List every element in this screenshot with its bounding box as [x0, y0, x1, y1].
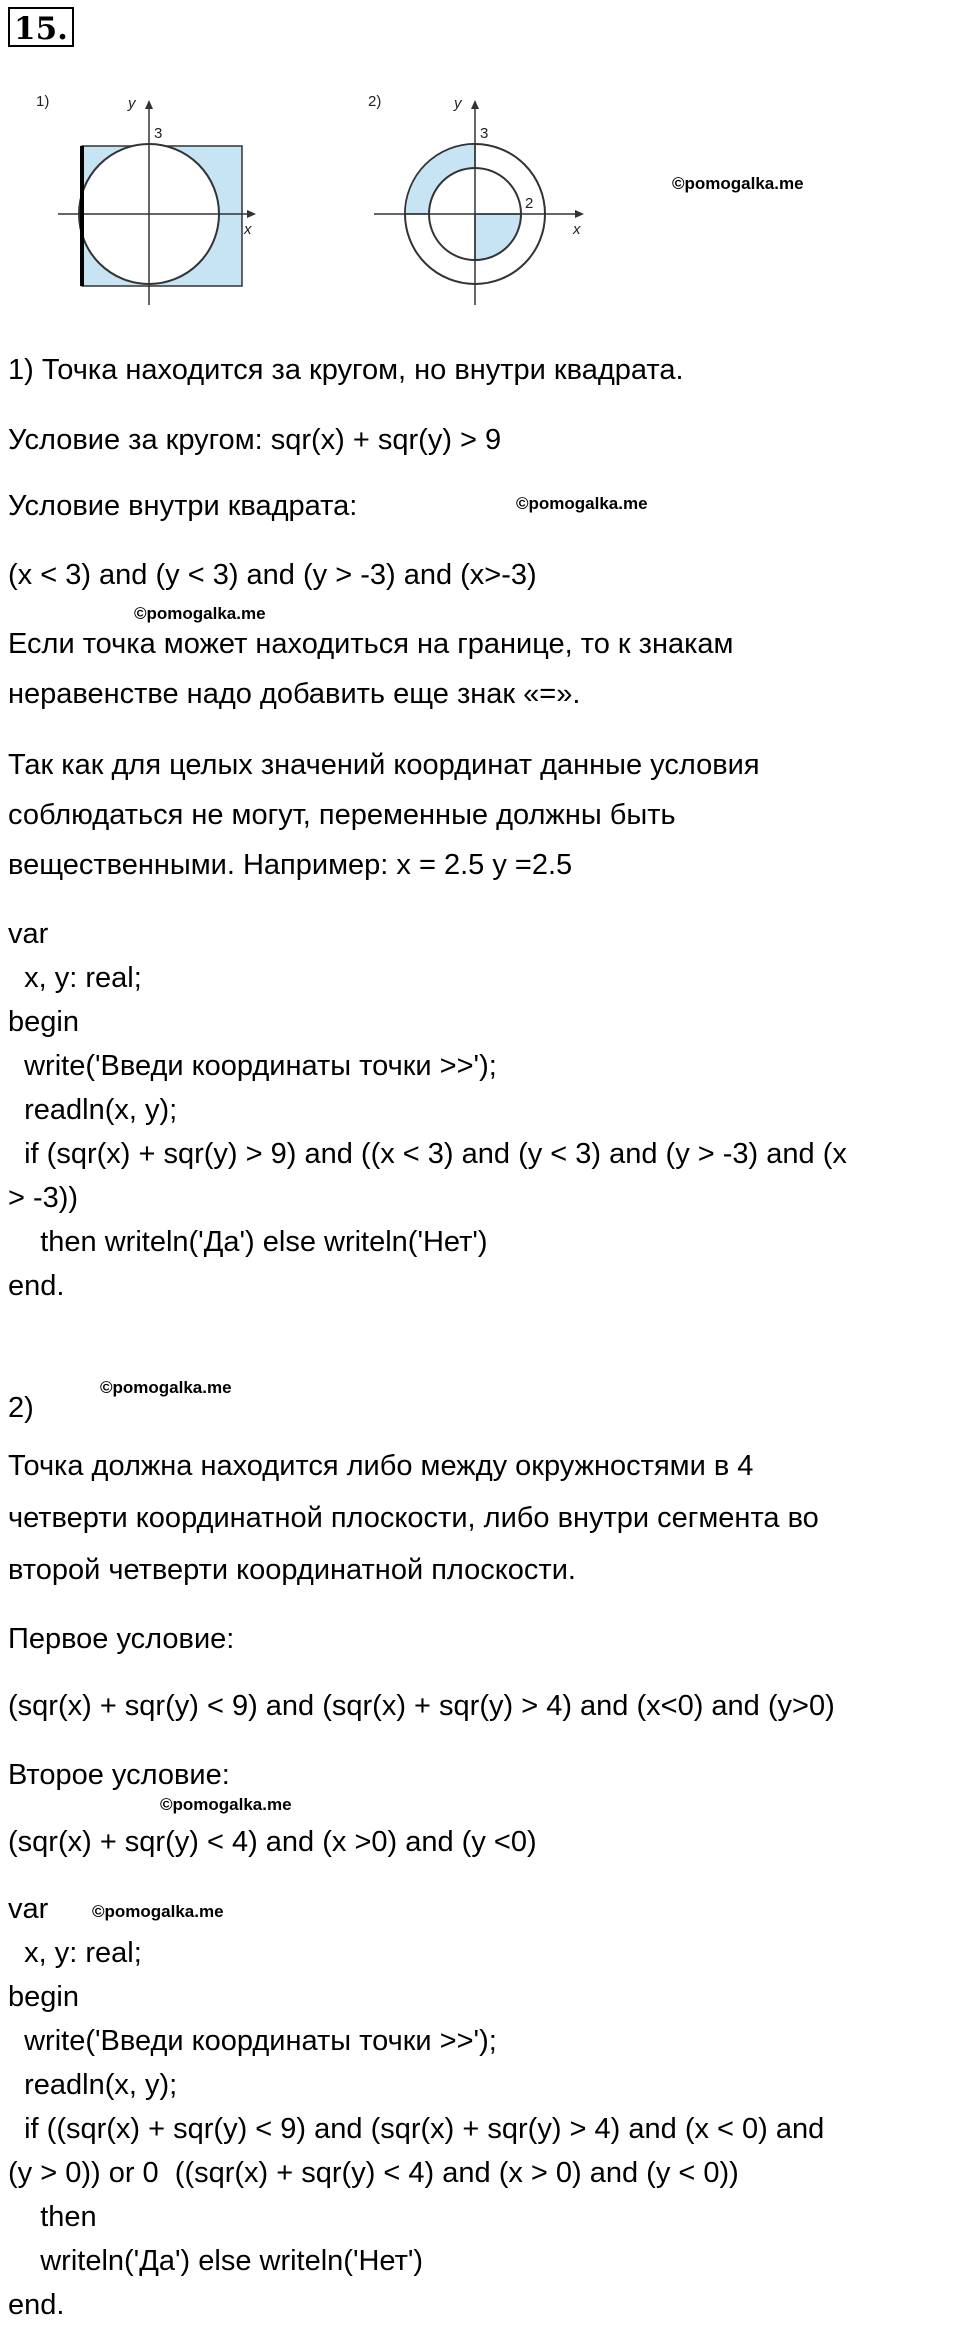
figure-1-value-3: 3	[154, 125, 163, 142]
figure-1-x-label: x	[244, 221, 252, 238]
part2-description-line-3: второй четверти координатной плоскости.	[8, 1554, 576, 1586]
part1-real-line-2: соблюдаться не могут, переменные должны быть	[8, 799, 676, 831]
watermark: ©pomogalka.me	[516, 494, 648, 513]
problem-number: 15.	[8, 7, 74, 47]
figure-1	[36, 93, 256, 305]
code-line: begin	[8, 1006, 79, 1038]
watermark: ©pomogalka.me	[672, 174, 804, 193]
code-line: writeln('Да') else writeln('Нет')	[8, 2245, 424, 2277]
code-line: readln(x, y);	[8, 2069, 178, 2101]
watermark: ©pomogalka.me	[134, 604, 266, 623]
y-axis-2-arrow-icon	[471, 100, 479, 109]
figure-1-y-label: y	[128, 95, 136, 112]
watermark: ©pomogalka.me	[100, 1378, 232, 1397]
y-axis-arrow-icon	[145, 100, 153, 109]
code-line: if (sqr(x) + sqr(y) > 9) and ((x < 3) and (y < 3) and (y > -3) and (x	[8, 1138, 847, 1170]
code-line: var	[8, 1893, 49, 1925]
watermark: ©pomogalka.me	[92, 1902, 224, 1921]
part2-second-condition: (sqr(x) + sqr(y) < 4) and (x >0) and (y <0)	[8, 1826, 537, 1858]
code-line: begin	[8, 1981, 79, 2013]
figure-2-y-label: y	[454, 95, 462, 112]
part1-boundary-line-2: неравенстве надо добавить еще знак «=».	[8, 678, 581, 710]
figure-1-label: 1)	[36, 93, 50, 110]
figure-2-x-label: x	[573, 221, 581, 238]
part2-code-block	[8, 1887, 824, 2327]
part1-circle-condition: Условие за кругом: sqr(x) + sqr(y) > 9	[8, 424, 502, 456]
figure-2-value-3: 3	[480, 125, 489, 142]
figure-2	[368, 93, 584, 305]
figures-diagram	[30, 90, 590, 310]
part1-intro: 1) Точка находится за кругом, но внутри квадрата.	[8, 354, 684, 386]
code-line: x, y: real;	[8, 962, 142, 994]
part2-description-line-1: Точка должна находится либо между окружностями в 4	[8, 1450, 754, 1482]
part1-square-condition: (x < 3) and (y < 3) and (y > -3) and (x>-3)	[8, 559, 537, 591]
part2-description-line-2: четверти координатной плоскости, либо внутри сегмента во	[8, 1502, 819, 1534]
code-line: var	[8, 918, 49, 950]
part2-first-condition-label: Первое условие:	[8, 1623, 235, 1655]
code-line: > -3))	[8, 1182, 79, 1214]
code-line: write('Введи координаты точки >>');	[8, 1050, 497, 1082]
part1-boundary-line-1: Если точка может находиться на границе, то к знакам	[8, 628, 734, 660]
x-axis-arrow-icon	[247, 210, 256, 218]
part1-real-line-1: Так как для целых значений координат данные условия	[8, 749, 760, 781]
code-line: readln(x, y);	[8, 1094, 178, 1126]
part1-square-condition-label: Условие внутри квадрата:	[8, 490, 358, 522]
code-line: (y > 0)) or 0 ((sqr(x) + sqr(y) < 4) and (x > 0) and (y < 0))	[8, 2157, 739, 2189]
code-line: then writeln('Да') else writeln('Нет')	[8, 1226, 488, 1258]
part1-code-block	[8, 912, 847, 1308]
code-line: x, y: real;	[8, 1937, 142, 1969]
watermark: ©pomogalka.me	[160, 1795, 292, 1814]
code-line: if ((sqr(x) + sqr(y) < 9) and (sqr(x) + sqr(y) > 4) and (x < 0) and	[8, 2113, 825, 2145]
part2-first-condition: (sqr(x) + sqr(y) < 9) and (sqr(x) + sqr(y) > 4) and (x<0) and (y>0)	[8, 1690, 835, 1722]
code-line: end.	[8, 1270, 65, 1302]
code-line: write('Введи координаты точки >>');	[8, 2025, 497, 2057]
figure-2-value-2: 2	[525, 195, 534, 212]
figure-2-label: 2)	[368, 93, 382, 110]
code-line: end.	[8, 2289, 65, 2321]
part2-label: 2)	[8, 1392, 34, 1424]
part2-second-condition-label: Второе условие:	[8, 1759, 230, 1791]
code-line: then	[8, 2201, 97, 2233]
part1-real-line-3: вещественными. Например: x = 2.5 y =2.5	[8, 849, 573, 881]
x-axis-2-arrow-icon	[575, 210, 584, 218]
